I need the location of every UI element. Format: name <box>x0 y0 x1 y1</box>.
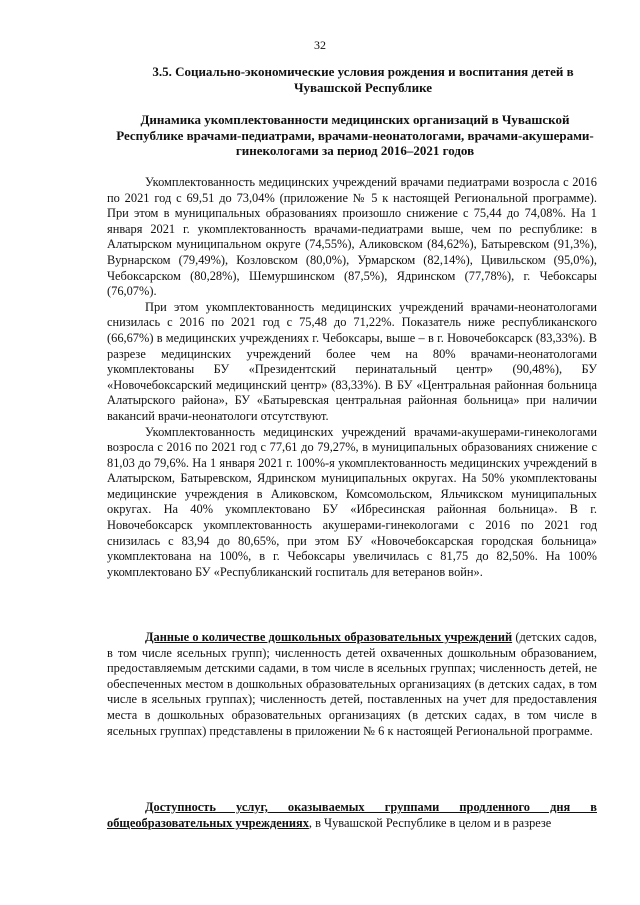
extended-day-rest: , в Чувашской Республике в целом и в разрезе <box>308 815 552 830</box>
page-number: 32 <box>314 38 326 52</box>
preschool-rest: (детских садов, в том числе ясельных групп); численность детей охваченных дошкольным образованием, предоставляемым детскими садами, в том числе в ясельных группах; численность детей, не обеспеченных местом в дошкольных образовательных организациях (в детских садах, в том числе в ясельных группах); численность детей, поставленных на учет для предоставления места в дошкольных образовательных организациях (в детских садах, в том числе в ясельных группах) представлены в приложении № 6 к настоящей Региональной программе. <box>107 630 597 738</box>
subsection-title: Динамика укомплектованности медицинских организаций в Чувашской Республике врачами-педиатрами, врачами-неонатологами, врачами-акушерами-гинекологами за период 2016–2021 годов <box>116 112 594 158</box>
paragraph-pediatricians: Укомплектованность медицинских учреждений врачами педиатрами возросла с 2016 по 2021 год с 69,51 до 73,04% (приложение № 5 к настоящей Региональной программе). При этом в муниципальных образованиях произошло снижение с 75,44 до 74,08%. На 1 января 2021 г. укомплектованность врачами-педиатрами выше, чем по республике: в Алатырском муниципальном округе (74,55%), Аликовском (84,62%), Батыревском (91,3%), Вурнарском (79,49%), Козловском (80,0%), Урмарском (82,14%), Цивильском (95,0%), Чебоксарском (80,28%), Шемуршинском (87,5%), Ядринском (77,78%), г. Чебоксары (76,07%). <box>107 175 597 299</box>
body-paragraphs <box>107 175 597 580</box>
paragraph-obstetricians: Укомплектованность медицинских учреждений врачами-акушерами-гинекологами возросла с 2016 по 2021 год с 77,61 до 79,27%, в муниципальных образованиях снижение с 81,03 до 79,6%. На 1 января 2021 г. 100%-я укомплектованность медицинских учреждений в Алатырском, Батыревском, Ядринском муниципальных округах. На 50% укомплектованы медицинские учреждения в Аликовском, Комсомольском, Яльчикском муниципальных округах. На 40% укомплектовано БУ «Ибресинская районная больница». В г. Новочебоксарск укомплектованность акушерами-гинекологами с 2016 по 2021 год снизилась с 83,94 до 80,65%, при этом БУ «Новочебоксарская городская больница» укомплектована на 100%, в г. Чебоксары увеличилась с 81,75 до 82,50%. На 100% укомплектовано БУ «Республиканский госпиталь для ветеранов войн». <box>107 424 597 579</box>
section-title: 3.5. Социально-экономические условия рождения и воспитания детей в Чувашской Республике <box>152 64 574 95</box>
extended-day-lead: Доступность услуг, оказываемых группами продленного дня в общеобразовательных учреждениях <box>107 800 597 830</box>
extended-day-paragraph <box>107 800 597 831</box>
preschool-paragraph <box>107 630 597 739</box>
paragraph-neonatologists: При этом укомплектованность медицинских учреждений врачами-неонатологами снизилась с 2016 по 2021 год с 75,48 до 71,22%. Показатель ниже республиканского (66,67%) в медицинских учреждениях г. Чебоксары, выше – в г. Новочебоксарск (83,33%). В разрезе медицинских учреждений более чем на 80% врачами-неонатологами укомплектованы БУ «Президентский перинатальный центр» (90,48%), БУ «Новочебоксарский медицинский центр» (83,33%). В БУ «Центральная районная больница Алатырского района», БУ «Батыревская центральная районная больница» при наличии вакансий врачи-неонатологи отсутствуют. <box>107 299 597 423</box>
preschool-lead: Данные о количестве дошкольных образовательных учреждений <box>145 630 513 644</box>
